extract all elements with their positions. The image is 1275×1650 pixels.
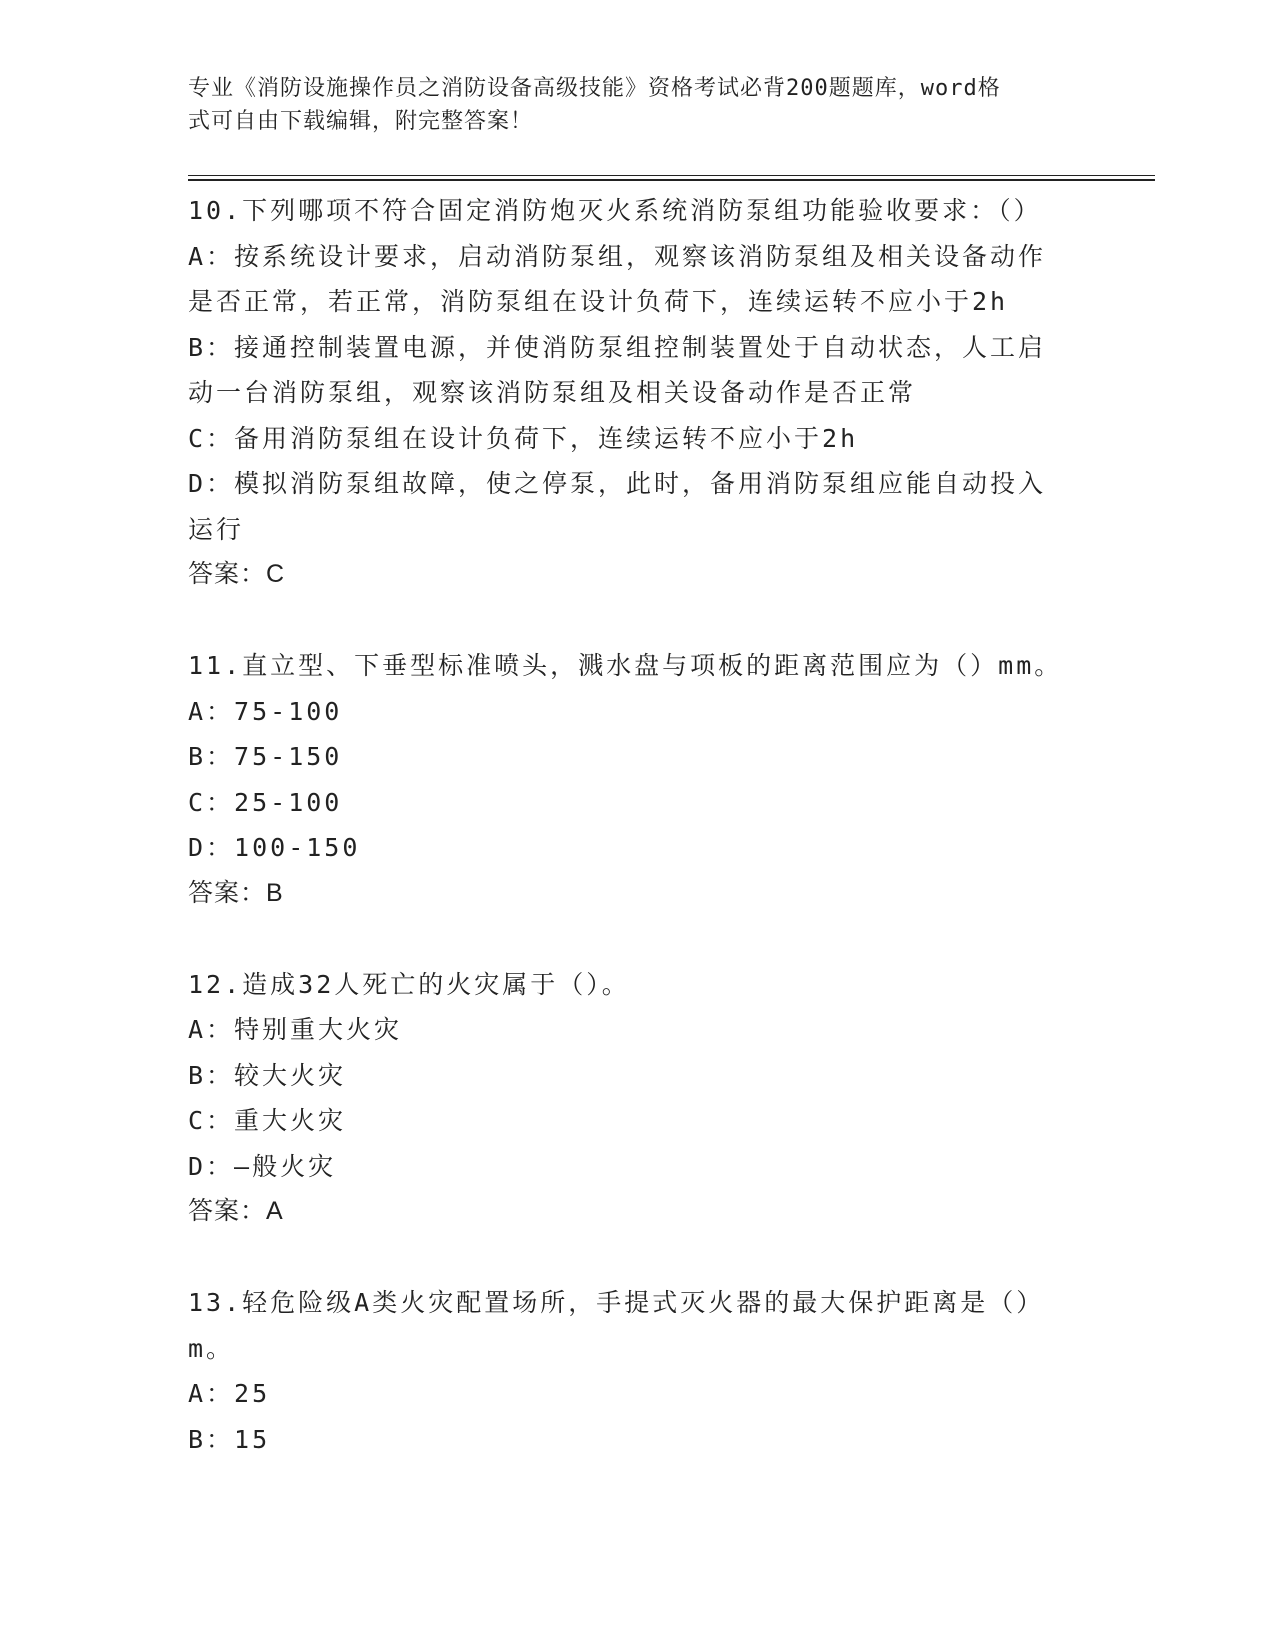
option-a: A：75-100: [188, 696, 343, 726]
option-c: C：重大火灾: [188, 1106, 347, 1135]
question-stem: 12.造成32人死亡的火灾属于（）。: [188, 969, 630, 999]
question-block-12: [188, 962, 1088, 1235]
document-header: [188, 72, 1068, 138]
question-spacer: [188, 916, 1088, 962]
option-c: C：备用消防泵组在设计负荷下，连续运转不应小于2h: [188, 423, 859, 453]
option-b: B：75-150: [188, 742, 343, 771]
option-c: C：25-100: [188, 787, 343, 817]
question-block-10: [188, 188, 1088, 598]
question-stem: 10.下列哪项不符合固定消防炮灭火系统消防泵组功能验收要求：（）: [188, 196, 1042, 225]
question-spacer: [188, 598, 1088, 644]
option-b: B：较大火灾: [188, 1060, 347, 1090]
option-b: B：接通控制装置电源，并使消防泵组控制装置处于自动状态，人工启: [188, 332, 1047, 362]
option-d: D：模拟消防泵组故障，使之停泵，此时，备用消防泵组应能自动投入: [188, 469, 1047, 498]
option-d: D：100-150: [188, 833, 361, 862]
answer-label: 答案：A: [188, 1197, 284, 1225]
option-b: B：15: [188, 1424, 271, 1454]
header-divider-thin: [188, 175, 1155, 176]
answer-label: 答案：C: [188, 560, 286, 588]
option-a: A：特别重大火灾: [188, 1015, 403, 1044]
option-a: A：25: [188, 1379, 271, 1408]
option-b-continued: 动一台消防泵组，观察该消防泵组及相关设备动作是否正常: [188, 378, 917, 407]
question-block-11: [188, 643, 1088, 916]
option-a-continued: 是否正常，若正常，消防泵组在设计负荷下，连续运转不应小于2h: [188, 287, 1009, 316]
option-d: D：—般火灾: [188, 1151, 337, 1181]
question-block-13: [188, 1280, 1088, 1462]
header-line-1: 专业《消防设施操作员之消防设备高级技能》资格考试必背200题题库，word格: [188, 76, 1001, 101]
question-stem: 11.直立型、下垂型标准喷头，溅水盘与项板的距离范围应为（）mm。: [188, 651, 1063, 680]
header-line-2: 式可自由下载编辑，附完整答案！: [188, 109, 534, 134]
answer-label: 答案：B: [188, 878, 284, 907]
question-list: [188, 188, 1088, 1462]
question-spacer: [188, 1235, 1088, 1281]
question-stem: 13.轻危险级A类火灾配置场所，手提式灭火器的最大保护距离是（）: [188, 1288, 1045, 1317]
option-a: A：按系统设计要求，启动消防泵组，观察该消防泵组及相关设备动作: [188, 241, 1047, 271]
option-d-continued: 运行: [188, 514, 245, 544]
question-stem-continued: m。: [188, 1333, 235, 1363]
header-divider-thick: [188, 179, 1155, 181]
